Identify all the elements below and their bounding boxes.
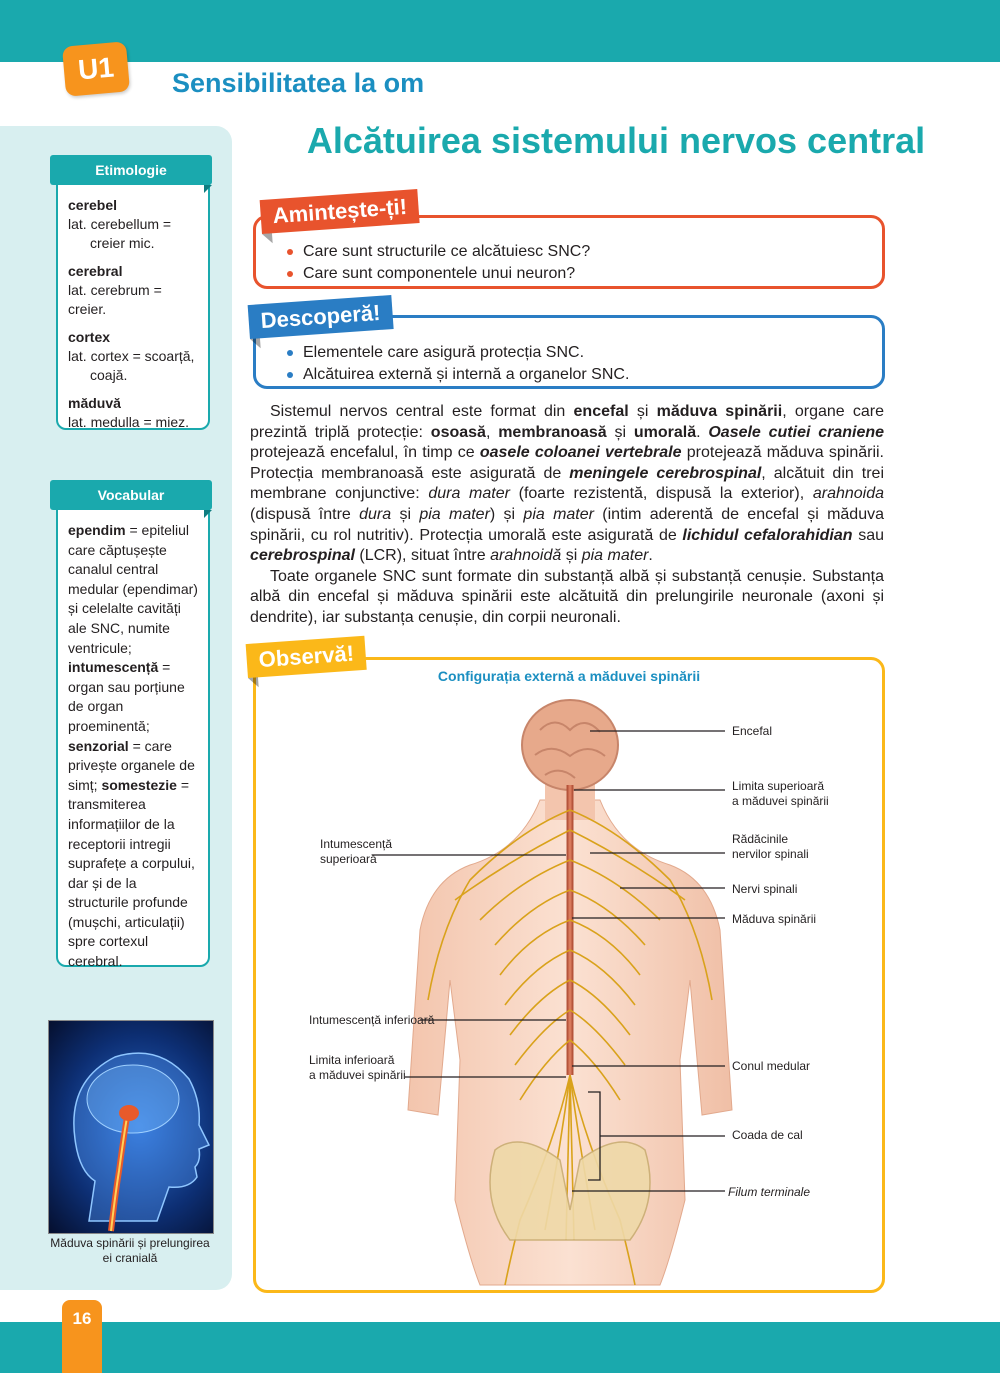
etymology-term: cortex: [68, 329, 111, 345]
italic-term: pia mater: [419, 505, 490, 523]
discover-tag: Descoperă!: [248, 295, 394, 339]
vocab-def: = epiteliul care căptușește canalul central medular (ependimar) și celelalte cavități ale SNC, numite ventricule;: [68, 522, 198, 656]
brain: [522, 700, 618, 790]
remember-tag: Amintește-ți!: [260, 189, 420, 234]
label-filum: Filum terminale: [728, 1185, 811, 1199]
photo-caption: Măduva spinării și prelungirea ei cranială: [50, 1236, 210, 1265]
etymology-term: măduvă: [68, 395, 121, 411]
text-run: .: [648, 547, 653, 565]
label-line: Intumescență: [320, 837, 393, 851]
text-run: și: [391, 505, 420, 523]
text-run: protejează măduva spinării. Protecția membranoasă este asigurată de: [250, 444, 885, 482]
text-run: Sistemul nervos central este format din: [270, 403, 574, 420]
figure-title: Configurația externă a măduvei spinării: [437, 668, 701, 684]
vocab-term: ependim: [68, 522, 126, 538]
etymology-def: lat. medulla = miez.: [68, 414, 189, 430]
bold-term: membranoasă: [498, 423, 607, 441]
text-run: (intim aderentă de encefal și măduva spinării, cu rol nutritiv). Protecția umorală este asigurată de: [250, 505, 884, 544]
etymology-def: creier mic.: [90, 235, 155, 251]
text-run: ,: [485, 423, 499, 441]
list-item: Alcătuirea externă și internă a organelor SNC.: [283, 364, 629, 386]
bold-italic-term: lichidul cefalorahidian: [682, 526, 853, 544]
italic-term: dura mater: [428, 485, 510, 503]
bold-term: umorală: [633, 423, 697, 441]
bold-term: encefal: [573, 403, 629, 420]
list-item: Care sunt componentele unui neuron?: [283, 263, 590, 285]
bold-italic-term: meningele cerebrospinal: [569, 464, 762, 482]
etymology-term: cerebel: [68, 197, 118, 213]
label-line: a măduvei spinării: [309, 1068, 406, 1082]
unit-badge: U1: [62, 41, 130, 96]
text-run: (foarte rezistentă, dispusă la exterior),: [509, 485, 813, 503]
text-run: .: [696, 423, 709, 441]
paragraph-2: Toate organele SNC sunt formate din substanță albă și substanță cenușie. Substanța albă din encefal și măduva spinării este alcătuită din prelungirile neuronale (axoni și dendrite), iar substanța cenușie, din corpii neuronali.: [250, 567, 884, 626]
bold-term: măduva spinării: [656, 403, 783, 420]
label-cauda-equina: Coada de cal: [732, 1128, 803, 1142]
vocab-term: somestezie: [101, 776, 177, 793]
etymology-def: lat. cerebrum = creier.: [68, 282, 162, 317]
vocab-def: = transmiterea informațiilor de la receptorii intregii suprafețe a corpului, dar și de la structurile profunde (mușchi, articulații) spre cortexul cerebral.: [68, 776, 195, 970]
label-line: nervilor spinali: [732, 847, 809, 861]
etymology-term: cerebral: [68, 263, 123, 279]
label-line: Limita superioară: [732, 779, 825, 793]
label-spinal-nerves: Nervi spinali: [732, 882, 798, 896]
page-title: Alcătuirea sistemului nervos central: [306, 120, 926, 161]
list-item: Elementele care asigură protecția SNC.: [283, 342, 629, 364]
list-item: Care sunt structurile ce alcătuiesc SNC?: [283, 241, 590, 263]
bold-term: osoasă: [430, 423, 486, 441]
text-run: sau: [852, 526, 884, 544]
observe-tag: Observă!: [246, 636, 367, 678]
italic-term: dura: [359, 505, 392, 523]
text-run: , organe care prezintă triplă protecție:: [250, 403, 884, 441]
italic-term: arahnoida: [812, 485, 885, 503]
italic-term: pia mater: [581, 547, 649, 565]
bold-italic-term: cerebrospinal: [250, 547, 355, 565]
label-line: Rădăcinile: [732, 832, 789, 846]
etymology-def: lat. cerebellum =: [68, 216, 172, 232]
label-upper-limit: [732, 779, 829, 809]
etymology-title: Etimologie: [50, 155, 212, 185]
vocab-def: = care privește organele de simț;: [68, 737, 195, 793]
label-spinal-cord: Măduva spinării: [732, 912, 817, 926]
text-run: și: [628, 403, 657, 420]
label-encefal: Encefal: [732, 724, 773, 738]
label-upper-enlargement: [320, 837, 392, 867]
text-run: și: [606, 423, 634, 441]
label-conus: Conul medular: [732, 1059, 811, 1073]
page-number: 16: [62, 1300, 102, 1373]
vocab-term: intumescență: [68, 659, 159, 676]
text-run: protejează encefalul, în timp ce: [250, 444, 480, 462]
etymology-def: coajă.: [90, 367, 128, 383]
vocab-def: = organ sau porțiune de organ proeminentă;: [68, 659, 185, 734]
etymology-def: lat. cortex = scoarță,: [68, 348, 195, 364]
italic-term: pia mater: [523, 505, 594, 523]
text-run: ) și: [489, 505, 524, 523]
label-lower-enlargement: Intumescență inferioară: [309, 1013, 435, 1027]
bold-italic-term: oasele coloanei vertebrale: [479, 444, 682, 462]
label-lower-limit: [309, 1053, 406, 1083]
text-run: și: [561, 547, 582, 565]
text-run: , alcătuit din trei membrane conjunctive:: [250, 464, 884, 503]
label-line: superioară: [320, 852, 377, 866]
vocab-term: senzorial: [68, 737, 129, 754]
text-run: (LCR), situat între: [354, 547, 491, 565]
unit-title: Sensibilitatea la om: [172, 68, 425, 98]
text-run: (dispusă între: [250, 505, 360, 523]
italic-term: arahnoidă: [490, 547, 562, 565]
vocabulary-title: Vocabular: [50, 480, 212, 510]
label-nerve-roots: [732, 832, 809, 862]
label-line: a măduvei spinării: [732, 794, 829, 808]
bottom-bar: [0, 1322, 1000, 1373]
label-line: Limita inferioară: [309, 1053, 395, 1067]
bold-italic-term: Oasele cutiei craniene: [708, 423, 885, 441]
